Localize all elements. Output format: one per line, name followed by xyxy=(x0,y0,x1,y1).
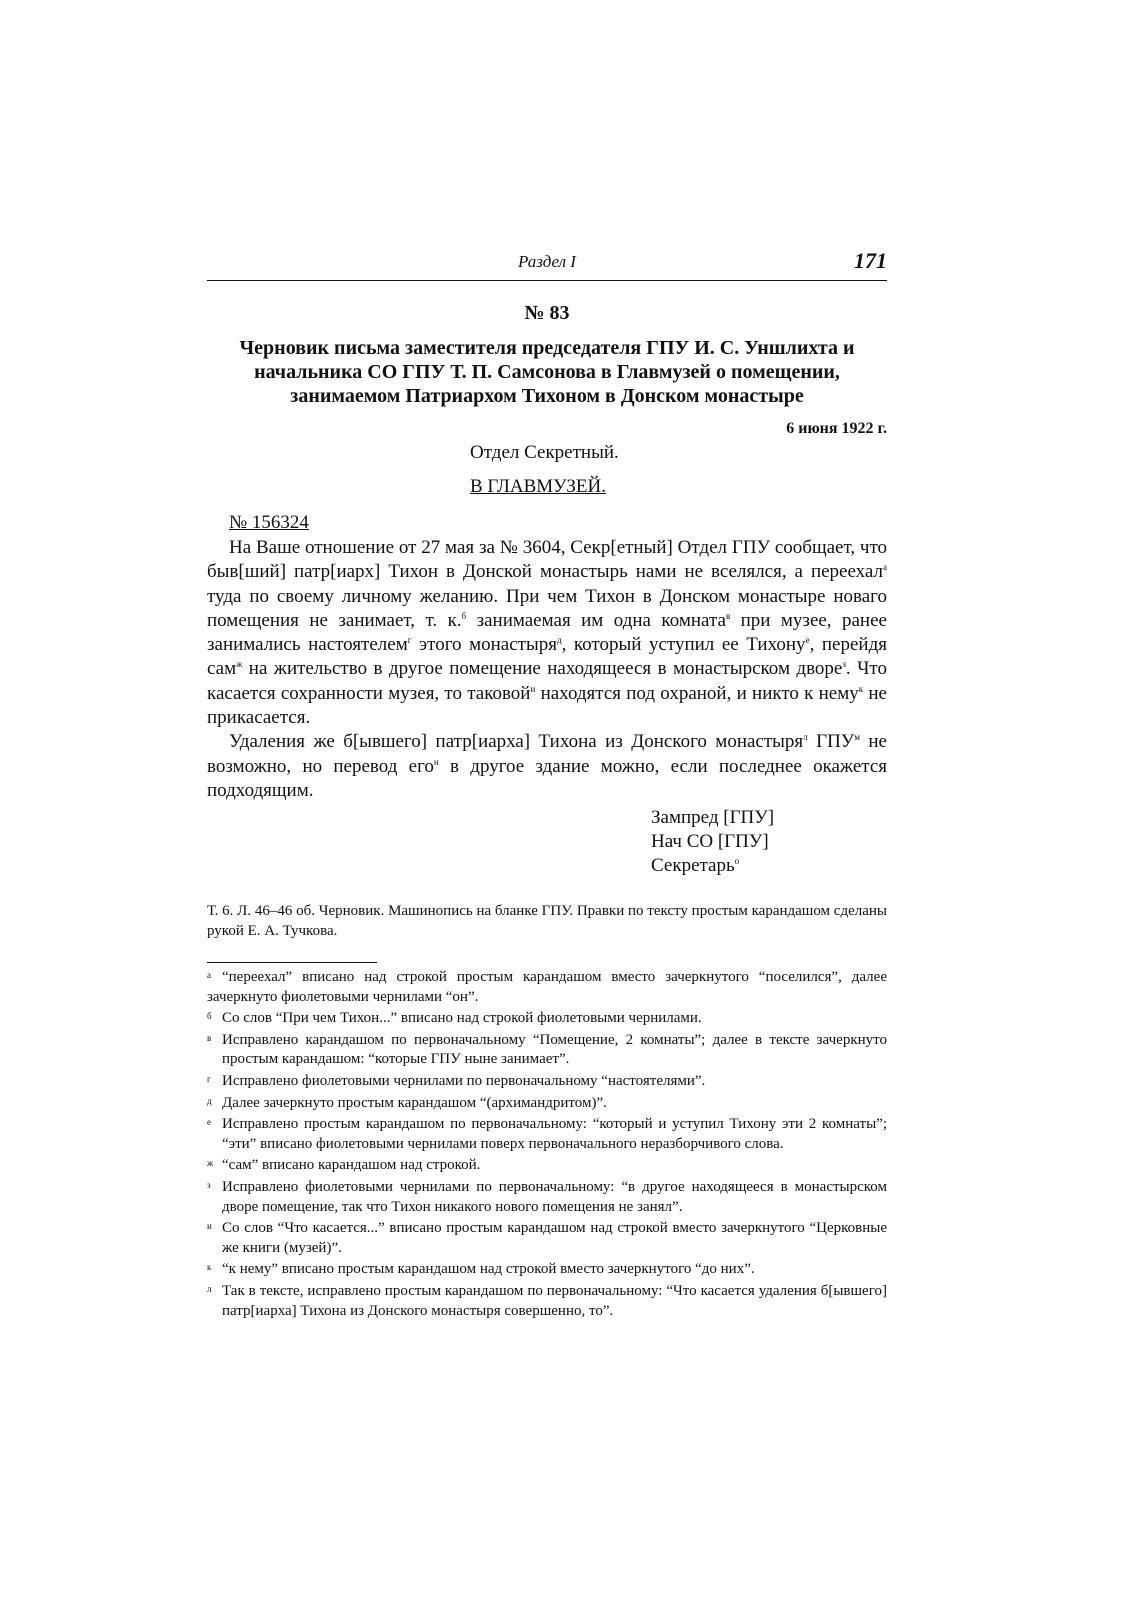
footnote xyxy=(207,1031,887,1070)
footnote-text: “к нему” вписано простым карандашом над строкой вместо зачеркнутого “до них”. xyxy=(222,1261,755,1278)
footnote xyxy=(207,1260,887,1280)
footnote-text: Далее зачеркнуто простым карандашом “(архимандритом)”. xyxy=(222,1094,607,1111)
footnote-ref: к xyxy=(858,683,864,694)
body-paragraph: Удаления же б[ывшего] патр[иарха] Тихона из Донского монастыря$^л$ $ГПУ^м$ не возможно, но перевод его$^н$ в другое здание можно, если последнее окажется подходящим. xyxy=(207,731,887,801)
footnote xyxy=(207,1009,887,1029)
signature-deputy-chairman: Зампред [ГПУ] xyxy=(651,807,775,828)
footnote-text: Исправлено простым карандашом по первоначальному: “который и уступил Тихону эти 2 комнаты”; “эти” вписано фиолетовыми чернилами поверх первоначального неразборчивого слова. xyxy=(222,1116,887,1152)
footnote xyxy=(207,1156,887,1176)
footnote-mark: в xyxy=(207,1032,212,1043)
footnote-mark: з xyxy=(207,1179,211,1190)
footnote-text: Исправлено фиолетовыми чернилами по первоначальному “настоятелями”. xyxy=(222,1072,706,1089)
footnote-mark: и xyxy=(207,1221,212,1232)
footnote-ref: е xyxy=(805,635,810,646)
footnote-mark: к xyxy=(207,1262,212,1273)
department-line: Отдел Секретный. xyxy=(470,442,619,463)
footnote xyxy=(207,1115,887,1154)
footnote-ref: д xyxy=(556,635,562,646)
footnote xyxy=(207,1094,887,1114)
header-rule xyxy=(207,280,887,281)
footnote-mark: ж xyxy=(207,1158,214,1169)
footnote-ref: ж xyxy=(236,659,243,670)
footnote-ref: в xyxy=(725,610,731,621)
footnote-text: Со слов “Что касается...” вписано простым карандашом над строкой вместо зачеркнутого “Церковные же книги (музей)”. xyxy=(222,1220,887,1256)
footnote-ref: н xyxy=(433,756,439,767)
footnote-mark: д xyxy=(207,1095,212,1106)
footnote-ref: а xyxy=(883,562,887,573)
footnote-ref: б xyxy=(461,610,467,621)
document-number: № 83 xyxy=(524,302,570,324)
footnote-text: Исправлено фиолетовыми чернилами по первоначальному: “в другое находящееся в монастырском дворе помещение, так что Тихон никакого нового помещения не занял”. xyxy=(222,1178,887,1215)
signature-so-head: Нач СО [ГПУ] xyxy=(651,831,769,852)
footnote-mark: е xyxy=(207,1117,211,1128)
footnote xyxy=(207,968,887,1007)
footnote-ref: и xyxy=(530,683,536,694)
footnote-text: Так в тексте, исправлено простым карандашом по первоначальному: “Что касается удаления б[ывшего] патр[иарха] Тихона из Донского монастыря совершенно, то”. xyxy=(222,1282,887,1319)
document-title: Черновик письма заместителя председателя ГПУ И. С. Уншлихта и начальника СО ГПУ Т. П. Самсонова в Главмузей о помещении, занимаемом Патриархом Тихоном в Донском монастыре xyxy=(239,337,855,407)
footnote-ref: о xyxy=(734,856,740,866)
footnote xyxy=(207,1219,887,1258)
footnote-text: “сам” вписано карандашом над строкой. xyxy=(222,1157,481,1174)
footnote-ref: г xyxy=(407,635,412,646)
page-number: 171 xyxy=(854,248,887,273)
footnote xyxy=(207,1072,887,1092)
footnote-mark: л xyxy=(207,1283,212,1294)
footnote-text: “переехал” вписано над строкой простым карандашом вместо зачеркнутого “поселился”, далее зачеркнуто фиолетовыми чернилами “он”. xyxy=(207,969,887,1005)
footnote-mark: г xyxy=(207,1073,211,1084)
footnote-rule xyxy=(207,962,377,963)
footnote-ref: м xyxy=(854,732,860,743)
footnote-mark: б xyxy=(207,1011,212,1022)
running-head xyxy=(207,250,887,278)
footnote-text: Со слов “При чем Тихон...” вписано над строкой фиолетовыми чернилами. xyxy=(222,1010,702,1027)
archival-note: Т. 6. Л. 46–46 об. Черновик. Машинопись на бланке ГПУ. Правки по тексту простым карандашом сделаны рукой Е. А. Тучкова. xyxy=(207,903,887,939)
footnote-text: Исправлено карандашом по первоначальному “Помещение, 2 комнаты”; далее в тексте зачеркнуто простым карандашом: “которые ГПУ ныне занимает”. xyxy=(222,1031,887,1068)
signature-secretary: Секретарь$^о$ xyxy=(651,855,740,876)
footnotes xyxy=(207,968,887,1323)
footnote-ref: з xyxy=(842,659,846,670)
footnote-mark: а xyxy=(207,970,211,980)
footnote xyxy=(207,1178,887,1217)
outgoing-number: № 156324 xyxy=(229,512,309,533)
signature-block xyxy=(651,806,774,878)
addressee-line: В ГЛАВМУЗЕЙ. xyxy=(470,476,606,497)
footnote xyxy=(207,1282,887,1321)
section-title: Раздел I xyxy=(518,252,576,271)
letter-body xyxy=(207,536,887,803)
document-date: 6 июня 1922 г. xyxy=(786,420,887,437)
body-paragraph: На Ваше отношение от 27 мая за № 3604, Секр[етный] Отдел ГПУ сообщает, что быв[ший] патр[иарх] Тихон в Донской монастырь нами не вселялся, а переехал$^а$ туда по своему личному желанию. При чем Тихон в Донском монастыре новаго помещения не занимает, т. к.$^б$ занимаемая им одна комната$^в$ при музее, ранее занимались настоятелем$^г$ этого монастыря$^д$, который уступил ее Тихону$^е$, перейдя сам$^ж$ на жительство в другое помещение находящееся в монастырском дворе$^з$. Что касается сохранности музея, то таковой$^и$ находятся под охраной, и никто к нему$^к$ не прикасается. xyxy=(207,537,887,729)
footnote-ref: л xyxy=(803,732,808,743)
